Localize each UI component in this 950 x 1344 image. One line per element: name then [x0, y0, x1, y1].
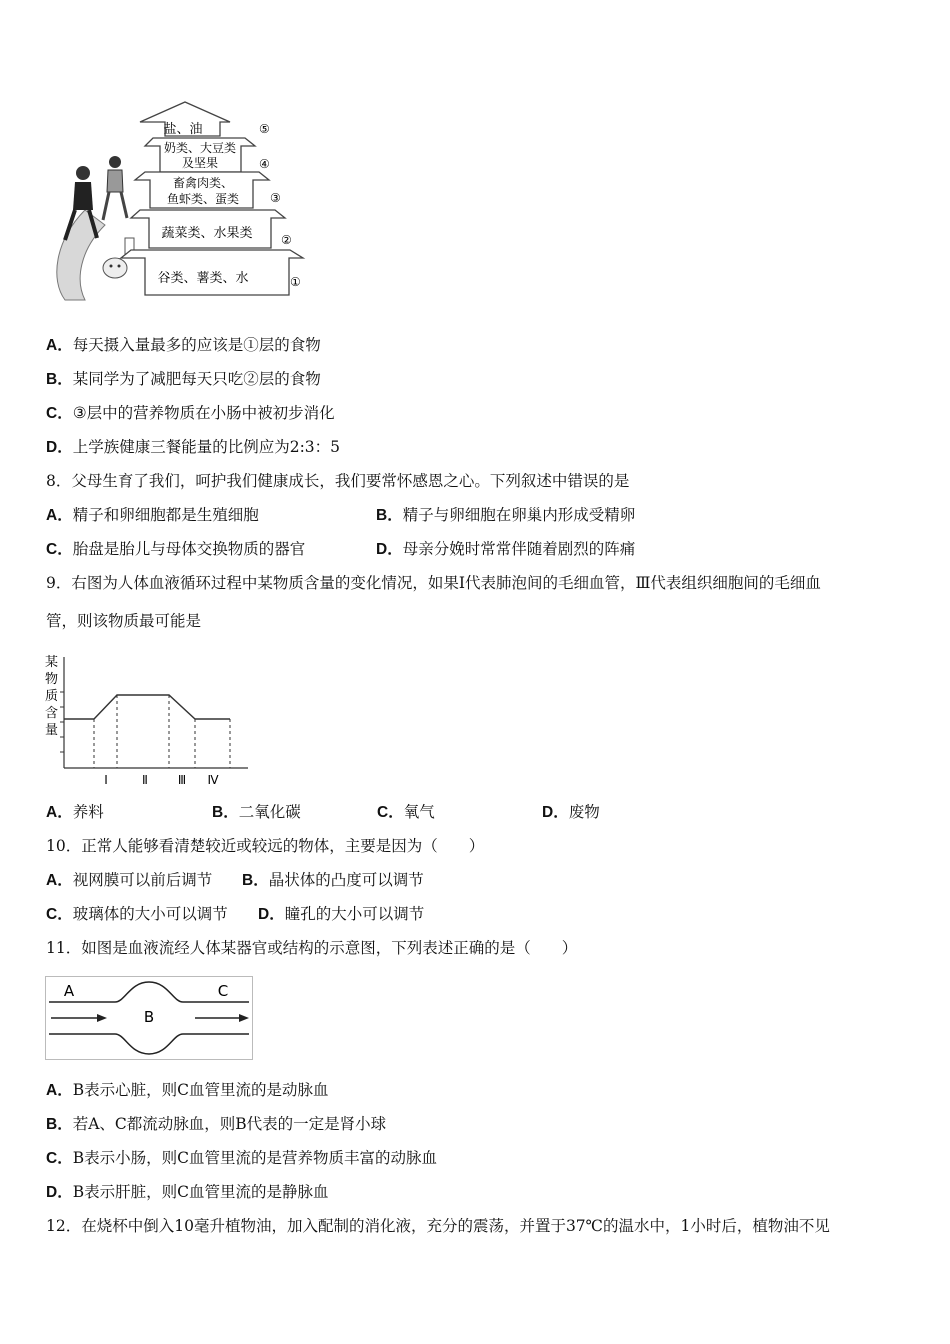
q7-option-c: C．③层中的营养物质在小肠中被初步消化	[46, 404, 335, 422]
q9-stem-line2: 管，则该物质最可能是	[46, 612, 202, 630]
q11-label-b: B	[143, 1008, 155, 1026]
q10-option-c: C．玻璃体的大小可以调节	[46, 905, 228, 923]
q7-option-a: A．每天摄入量最多的应该是①层的食物	[46, 336, 321, 354]
q9-ylabel	[45, 655, 58, 738]
q9-chart	[42, 652, 252, 790]
q9-xtick-4: Ⅳ	[207, 773, 219, 787]
q9-xtick-1: Ⅰ	[104, 773, 108, 787]
q8-option-c: C．胎盘是胎儿与母体交换物质的器官	[46, 540, 306, 558]
q7-option-b: B．某同学为了减肥每天只吃②层的食物	[46, 370, 321, 388]
q11-label-a: A	[63, 982, 75, 1000]
q9-option-a: A．养料	[46, 803, 104, 821]
pyramid-layer2-label: 蔬菜类、水果类	[161, 226, 253, 241]
pyramid-layer3-label: 畜禽肉类、	[172, 176, 234, 190]
q11-stem: 11．如图是血液流经人体某器官或结构的示意图，下列表述正确的是（ ）	[46, 939, 578, 957]
q9-curve	[64, 695, 230, 719]
svg-text:物: 物	[45, 672, 59, 687]
pyramid-layer2-num: ②	[281, 233, 292, 247]
svg-text:某: 某	[45, 655, 59, 670]
pyramid-layer4-label: 奶类、大豆类	[163, 141, 237, 155]
q10-option-a: A．视网膜可以前后调节	[46, 871, 213, 889]
q11-option-b: B．若A、C都流动脉血，则B代表的一定是肾小球	[46, 1115, 387, 1133]
svg-text:质: 质	[45, 689, 59, 704]
q10-option-d: D．瞳孔的大小可以调节	[258, 905, 425, 923]
q9-option-d: D．废物	[542, 803, 600, 821]
q8-stem: 8．父母生育了我们，呵护我们健康成长，我们要常怀感恩之心。下列叙述中错误的是	[46, 472, 630, 490]
pyramid-layer1-num: ①	[290, 275, 301, 289]
q9-stem-line1: 9．右图为人体血液循环过程中某物质含量的变化情况，如果Ⅰ代表肺泡间的毛细血管，Ⅲ代表组织细胞间的毛细血	[46, 574, 821, 592]
pyramid-layer3-label2: 鱼虾类、蛋类	[166, 192, 240, 206]
q8-option-b: B．精子与卵细胞在卵巢内形成受精卵	[376, 506, 636, 524]
q11-option-c: C．B表示小肠，则C血管里流的是营养物质丰富的动脉血	[46, 1149, 437, 1167]
q8-option-d: D．母亲分娩时常常伴随着剧烈的阵痛	[376, 540, 636, 558]
pyramid-layer1-label: 谷类、薯类、水	[157, 271, 249, 286]
q9-option-b: B．二氧化碳	[212, 803, 301, 821]
q11-option-a: A．B表示心脏，则C血管里流的是动脉血	[46, 1081, 329, 1099]
pyramid-layer5-num: ⑤	[259, 122, 270, 136]
q10-option-b: B．晶状体的凸度可以调节	[242, 871, 424, 889]
q9-xtick-2: Ⅱ	[142, 773, 148, 787]
pyramid-layer3-num: ③	[270, 191, 281, 205]
q12-stem: 12．在烧杯中倒入10毫升植物油，加入配制的消化液，充分的震荡，并置于37℃的温水中，1小时后，植物油不见	[46, 1217, 830, 1235]
q10-stem: 10．正常人能够看清楚较近或较远的物体，主要是因为（ ）	[46, 837, 485, 855]
q11-vessel-figure	[45, 976, 253, 1060]
pyramid-layer4-num: ④	[259, 157, 270, 171]
pyramid-layer4-label2: 及坚果	[181, 156, 219, 170]
runner-woman-icon	[103, 156, 127, 220]
svg-text:量: 量	[45, 723, 59, 738]
food-pyramid-figure	[45, 100, 315, 305]
pyramid-layer5-label: 盐、油	[163, 122, 203, 137]
q11-label-c: C	[217, 982, 229, 1000]
svg-text:含: 含	[45, 706, 59, 721]
q11-option-d: D．B表示肝脏，则C血管里流的是静脉血	[46, 1183, 329, 1201]
q7-option-d: D．上学族健康三餐能量的比例应为2:3：5	[46, 438, 341, 456]
q8-option-a: A．精子和卵细胞都是生殖细胞	[46, 506, 259, 524]
q9-option-c: C．氧气	[377, 803, 435, 821]
q9-xtick-3: Ⅲ	[177, 773, 187, 787]
